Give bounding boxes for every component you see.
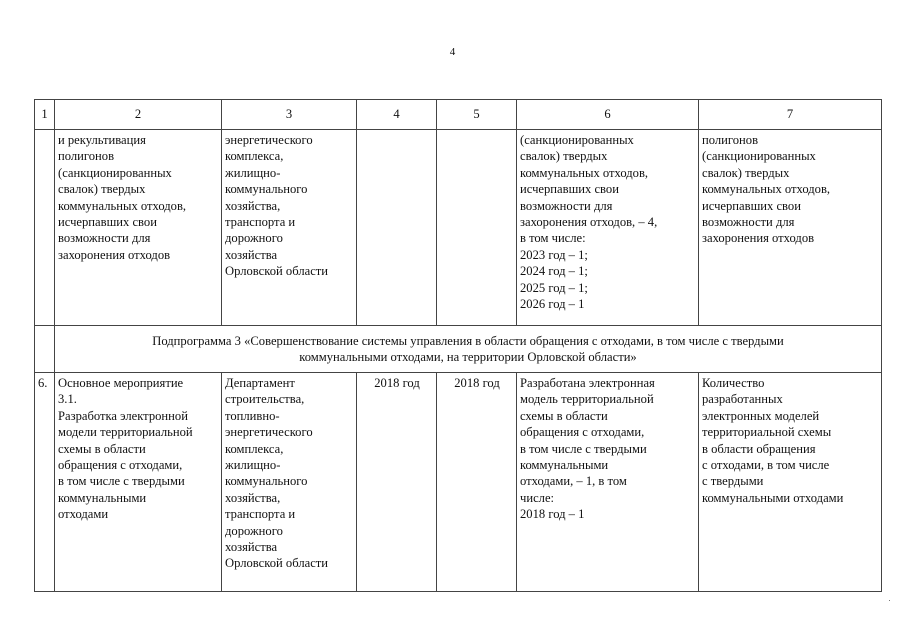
text-line: разработанных	[702, 392, 783, 407]
cell-end-date	[437, 130, 517, 326]
text-line: хозяйства,	[225, 198, 281, 213]
text-line: в том числе:	[520, 231, 586, 246]
text-line: возможности для	[58, 231, 151, 246]
text-line: Основное мероприятие	[58, 376, 184, 390]
text-line: коммунальными	[58, 490, 147, 505]
text-line: строительства,	[225, 392, 305, 407]
text-line: Разработана электронная	[520, 376, 655, 390]
column-number-row	[35, 100, 882, 130]
column-number: 4	[357, 100, 437, 130]
text-line: в области обращения	[702, 441, 816, 456]
text-line: энергетического	[225, 133, 313, 147]
column-number: 6	[517, 100, 699, 130]
text-line: хозяйства	[225, 540, 278, 555]
text-line: жилищно-	[225, 165, 281, 180]
text-line: 2026 год – 1	[520, 297, 585, 312]
cell-executor	[222, 130, 357, 326]
scan-speck	[889, 600, 890, 601]
text-line: электронных моделей	[702, 408, 820, 423]
text-line: дорожного	[225, 231, 283, 246]
cell-expected-result	[517, 373, 699, 592]
text-line: захоронения отходов	[58, 247, 171, 262]
text-line: обращения с отходами,	[520, 425, 645, 440]
text-line: с отходами, в том числе	[702, 458, 830, 473]
text-line: схемы в области	[58, 441, 146, 456]
text-line: комплекса,	[225, 441, 284, 456]
text-line: отходами	[58, 507, 109, 522]
text-line: коммунальных отходов,	[58, 198, 187, 213]
cell-number: 6.	[35, 373, 55, 592]
text-line: энергетического	[225, 425, 313, 440]
text-line: дорожного	[225, 523, 283, 538]
text-line: комплекса,	[225, 149, 284, 164]
cell-indicator	[699, 130, 882, 326]
subprogram-row	[35, 326, 882, 373]
cell-start-date: 2018 год	[357, 373, 437, 592]
cell-end-date: 2018 год	[437, 373, 517, 592]
text-line: 2023 год – 1;	[520, 247, 588, 262]
table-row-6	[35, 373, 882, 592]
text-line: модели территориальной	[58, 425, 193, 440]
cell-measure-name	[55, 373, 222, 592]
text-line: отходами, – 1, в том	[520, 474, 627, 489]
column-number: 1	[35, 100, 55, 130]
text-line: Департамент	[225, 376, 295, 390]
text-line: полигонов	[58, 149, 115, 164]
text-line: жилищно-	[225, 458, 281, 473]
text-line: Орловской области	[225, 556, 329, 571]
text-line: транспорта и	[225, 215, 296, 230]
measures-table	[34, 99, 882, 592]
column-number: 5	[437, 100, 517, 130]
text-line: (санкционированных	[58, 165, 172, 180]
text-line: свалок) твердых	[58, 182, 146, 197]
text-line: исчерпавших свои	[58, 215, 157, 230]
subprogram-number-cell	[35, 326, 55, 373]
text-line: возможности для	[702, 215, 795, 230]
text-line: свалок) твердых	[520, 149, 608, 164]
cell-indicator	[699, 373, 882, 592]
column-number: 3	[222, 100, 357, 130]
cell-start-date	[357, 130, 437, 326]
text-line: транспорта и	[225, 507, 296, 522]
text-line: хозяйства	[225, 247, 278, 262]
text-line: числе:	[520, 490, 555, 505]
text-line: 2025 год – 1;	[520, 280, 588, 295]
text-line: коммунального	[225, 474, 308, 489]
column-number: 7	[699, 100, 882, 130]
cell-executor	[222, 373, 357, 592]
text-line: (санкционированных	[520, 133, 634, 147]
text-line: Количество	[702, 376, 765, 390]
text-line: исчерпавших свои	[520, 182, 619, 197]
text-line: коммунальных отходов,	[520, 165, 649, 180]
text-line: хозяйства,	[225, 490, 281, 505]
table-row-continued	[35, 130, 882, 326]
text-line: коммунальных отходов,	[702, 182, 831, 197]
text-line: возможности для	[520, 198, 613, 213]
text-line: захоронения отходов	[702, 231, 815, 246]
text-line: исчерпавших свои	[702, 198, 801, 213]
text-line: и рекультивация	[58, 133, 146, 147]
text-line: в том числе с твердыми	[520, 441, 647, 456]
text-line: топливно-	[225, 408, 280, 423]
text-line: 2024 год – 1;	[520, 264, 588, 279]
subprogram-title	[55, 326, 882, 373]
text-line: схемы в области	[520, 408, 608, 423]
cell-measure-name	[55, 130, 222, 326]
cell-expected-result	[517, 130, 699, 326]
text-line: обращения с отходами,	[58, 458, 183, 473]
text-line: свалок) твердых	[702, 165, 790, 180]
text-line: коммунальными отходами, на территории Орловской области»	[299, 350, 637, 364]
text-line: коммунальными отходами	[702, 490, 844, 505]
text-line: 2018 год – 1	[520, 507, 585, 522]
page-number: 4	[449, 46, 456, 58]
text-line: 3.1.	[58, 392, 77, 407]
text-line: модель территориальной	[520, 392, 654, 407]
text-line: в том числе с твердыми	[58, 474, 185, 489]
column-number: 2	[55, 100, 222, 130]
text-line: коммунального	[225, 182, 308, 197]
text-line: коммунальными	[520, 458, 609, 473]
text-line: (санкционированных	[702, 149, 816, 164]
text-line: Подпрограмма 3 «Совершенствование системы управления в области обращения с отходами, в том числе с твердыми	[152, 333, 784, 348]
text-line: территориальной схемы	[702, 425, 832, 440]
cell-number	[35, 130, 55, 326]
text-line: Разработка электронной	[58, 408, 188, 423]
text-line: с твердыми	[702, 474, 764, 489]
text-line: Орловской области	[225, 264, 329, 279]
text-line: захоронения отходов, – 4,	[520, 215, 658, 230]
text-line: полигонов	[702, 133, 759, 147]
